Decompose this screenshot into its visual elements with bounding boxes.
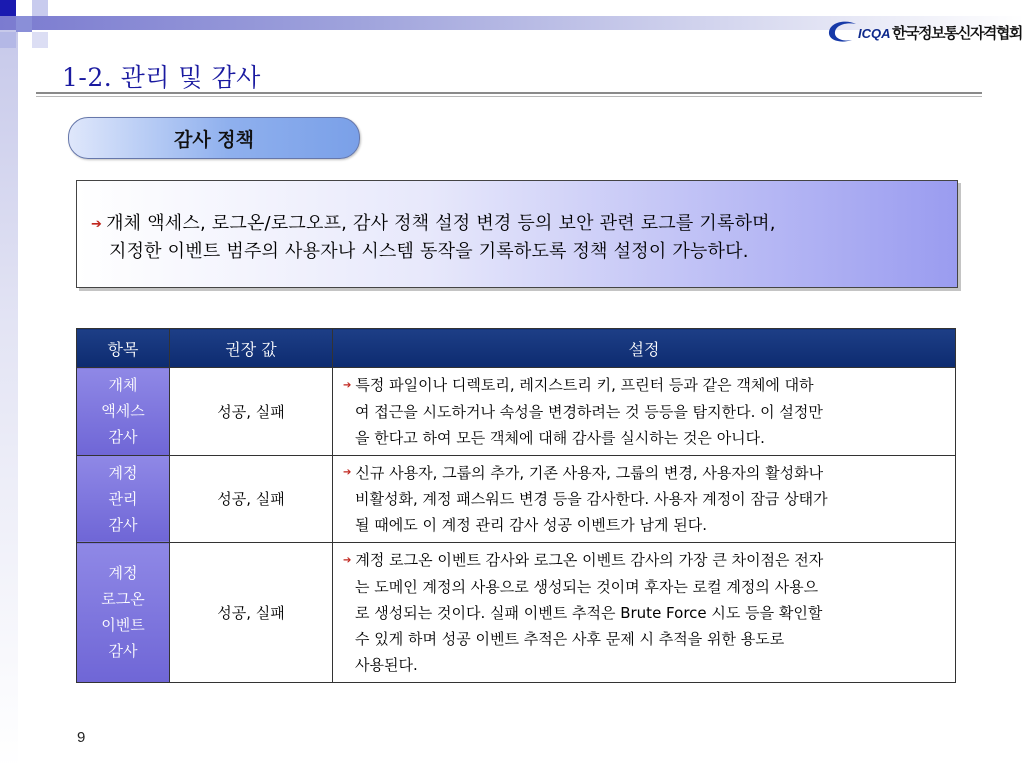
- column-header-setting: 설정: [333, 329, 956, 368]
- item-text: 감사: [108, 428, 138, 447]
- description-box: [76, 180, 958, 288]
- recommended-cell: 성공, 실패: [170, 455, 333, 543]
- table-row: [77, 543, 956, 683]
- org-logo: [826, 18, 1022, 48]
- audit-policy-table: [76, 328, 956, 683]
- title-divider: [36, 96, 982, 97]
- description-text: 지정한 이벤트 범주의 사용자나 시스템 동작을 기록하도록 정책 설정이 가능하다.: [109, 241, 749, 262]
- setting-line: 는 도메인 계정의 사용으로 생성되는 것이며 후자는 로컬 계정의 사용으: [355, 577, 819, 596]
- setting-cell: [333, 455, 956, 543]
- column-header-item: 항목: [77, 329, 170, 368]
- setting-cell: [333, 368, 956, 456]
- corner-square: [0, 32, 16, 48]
- table-row: [77, 368, 956, 456]
- recommended-cell: 성공, 실패: [170, 368, 333, 456]
- page-number: 9: [77, 729, 86, 746]
- setting-line: 을 한다고 하여 모든 객체에 대해 감사를 실시하는 것은 아니다.: [355, 428, 765, 447]
- item-text: 계정: [108, 564, 138, 583]
- arrow-bullet-icon: ➔: [91, 216, 103, 232]
- item-cell: [77, 543, 170, 683]
- arrow-bullet-icon: ➔: [343, 379, 352, 391]
- corner-square: [16, 16, 32, 32]
- page-title: 1-2. 관리 및 감사: [62, 63, 261, 92]
- table-row: [77, 455, 956, 543]
- setting-line: 수 있게 하며 성공 이벤트 추적은 사후 문제 시 추적을 위한 용도로: [355, 629, 785, 648]
- corner-square: [32, 32, 48, 48]
- section-label-text: 감사 정책: [173, 128, 255, 151]
- setting-line: 비활성화, 계정 패스워드 변경 등을 감사한다. 사용자 계정이 잠금 상태가: [355, 490, 828, 508]
- item-text: 개체: [108, 376, 138, 395]
- section-label: [68, 117, 360, 159]
- item-text: 감사: [108, 515, 138, 534]
- description-line: [109, 237, 749, 263]
- item-cell: [77, 368, 170, 456]
- description-text: 개체 액세스, 로그온/로그오프, 감사 정책 설정 변경 등의 보안 관련 로그를 기록하며,: [106, 213, 776, 234]
- setting-line: 로 생성되는 것이다. 실패 이벤트 추적은 Brute Force 시도 등을 확인할: [355, 603, 823, 622]
- setting-line: 여 접근을 시도하거나 속성을 변경하려는 것 등등을 탐지한다. 이 설정만: [355, 402, 823, 421]
- left-gradient-bar: [0, 30, 18, 768]
- setting-line: 사용된다.: [355, 655, 418, 674]
- item-text: 관리: [108, 489, 138, 508]
- recommended-cell: 성공, 실패: [170, 543, 333, 683]
- column-header-recommended: 권장 값: [170, 329, 333, 368]
- setting-cell: [333, 543, 956, 683]
- org-name: 한국정보통신자격협회: [892, 24, 1022, 42]
- item-text: 감사: [108, 642, 138, 661]
- setting-line: ➔ 신규 사용자, 그룹의 추가, 기존 사용자, 그룹의 변경, 사용자의 활성화나: [343, 463, 824, 482]
- description-line: [91, 209, 776, 235]
- setting-line: 될 때에도 이 계정 관리 감사 성공 이벤트가 남게 된다.: [355, 516, 707, 534]
- item-cell: [77, 455, 170, 543]
- item-text: 계정: [108, 463, 138, 482]
- corner-square: [0, 0, 16, 16]
- arrow-bullet-icon: ➔: [343, 554, 352, 566]
- corner-square: [32, 0, 48, 16]
- setting-line: ➔ 특정 파일이나 디렉토리, 레지스트리 키, 프린터 등과 같은 객체에 대하: [343, 376, 814, 394]
- item-text: 로그온: [101, 590, 145, 609]
- setting-line: ➔ 계정 로그온 이벤트 감사와 로그온 이벤트 감사의 가장 큰 차이점은 전자: [343, 551, 824, 569]
- icqa-logo-icon: [826, 20, 860, 44]
- item-text: 액세스: [101, 402, 145, 421]
- arrow-bullet-icon: ➔: [343, 467, 352, 478]
- logo-text: ICQA: [858, 26, 891, 41]
- table-header-row: [77, 329, 956, 368]
- item-text: 이벤트: [101, 616, 145, 635]
- title-divider: [36, 92, 982, 94]
